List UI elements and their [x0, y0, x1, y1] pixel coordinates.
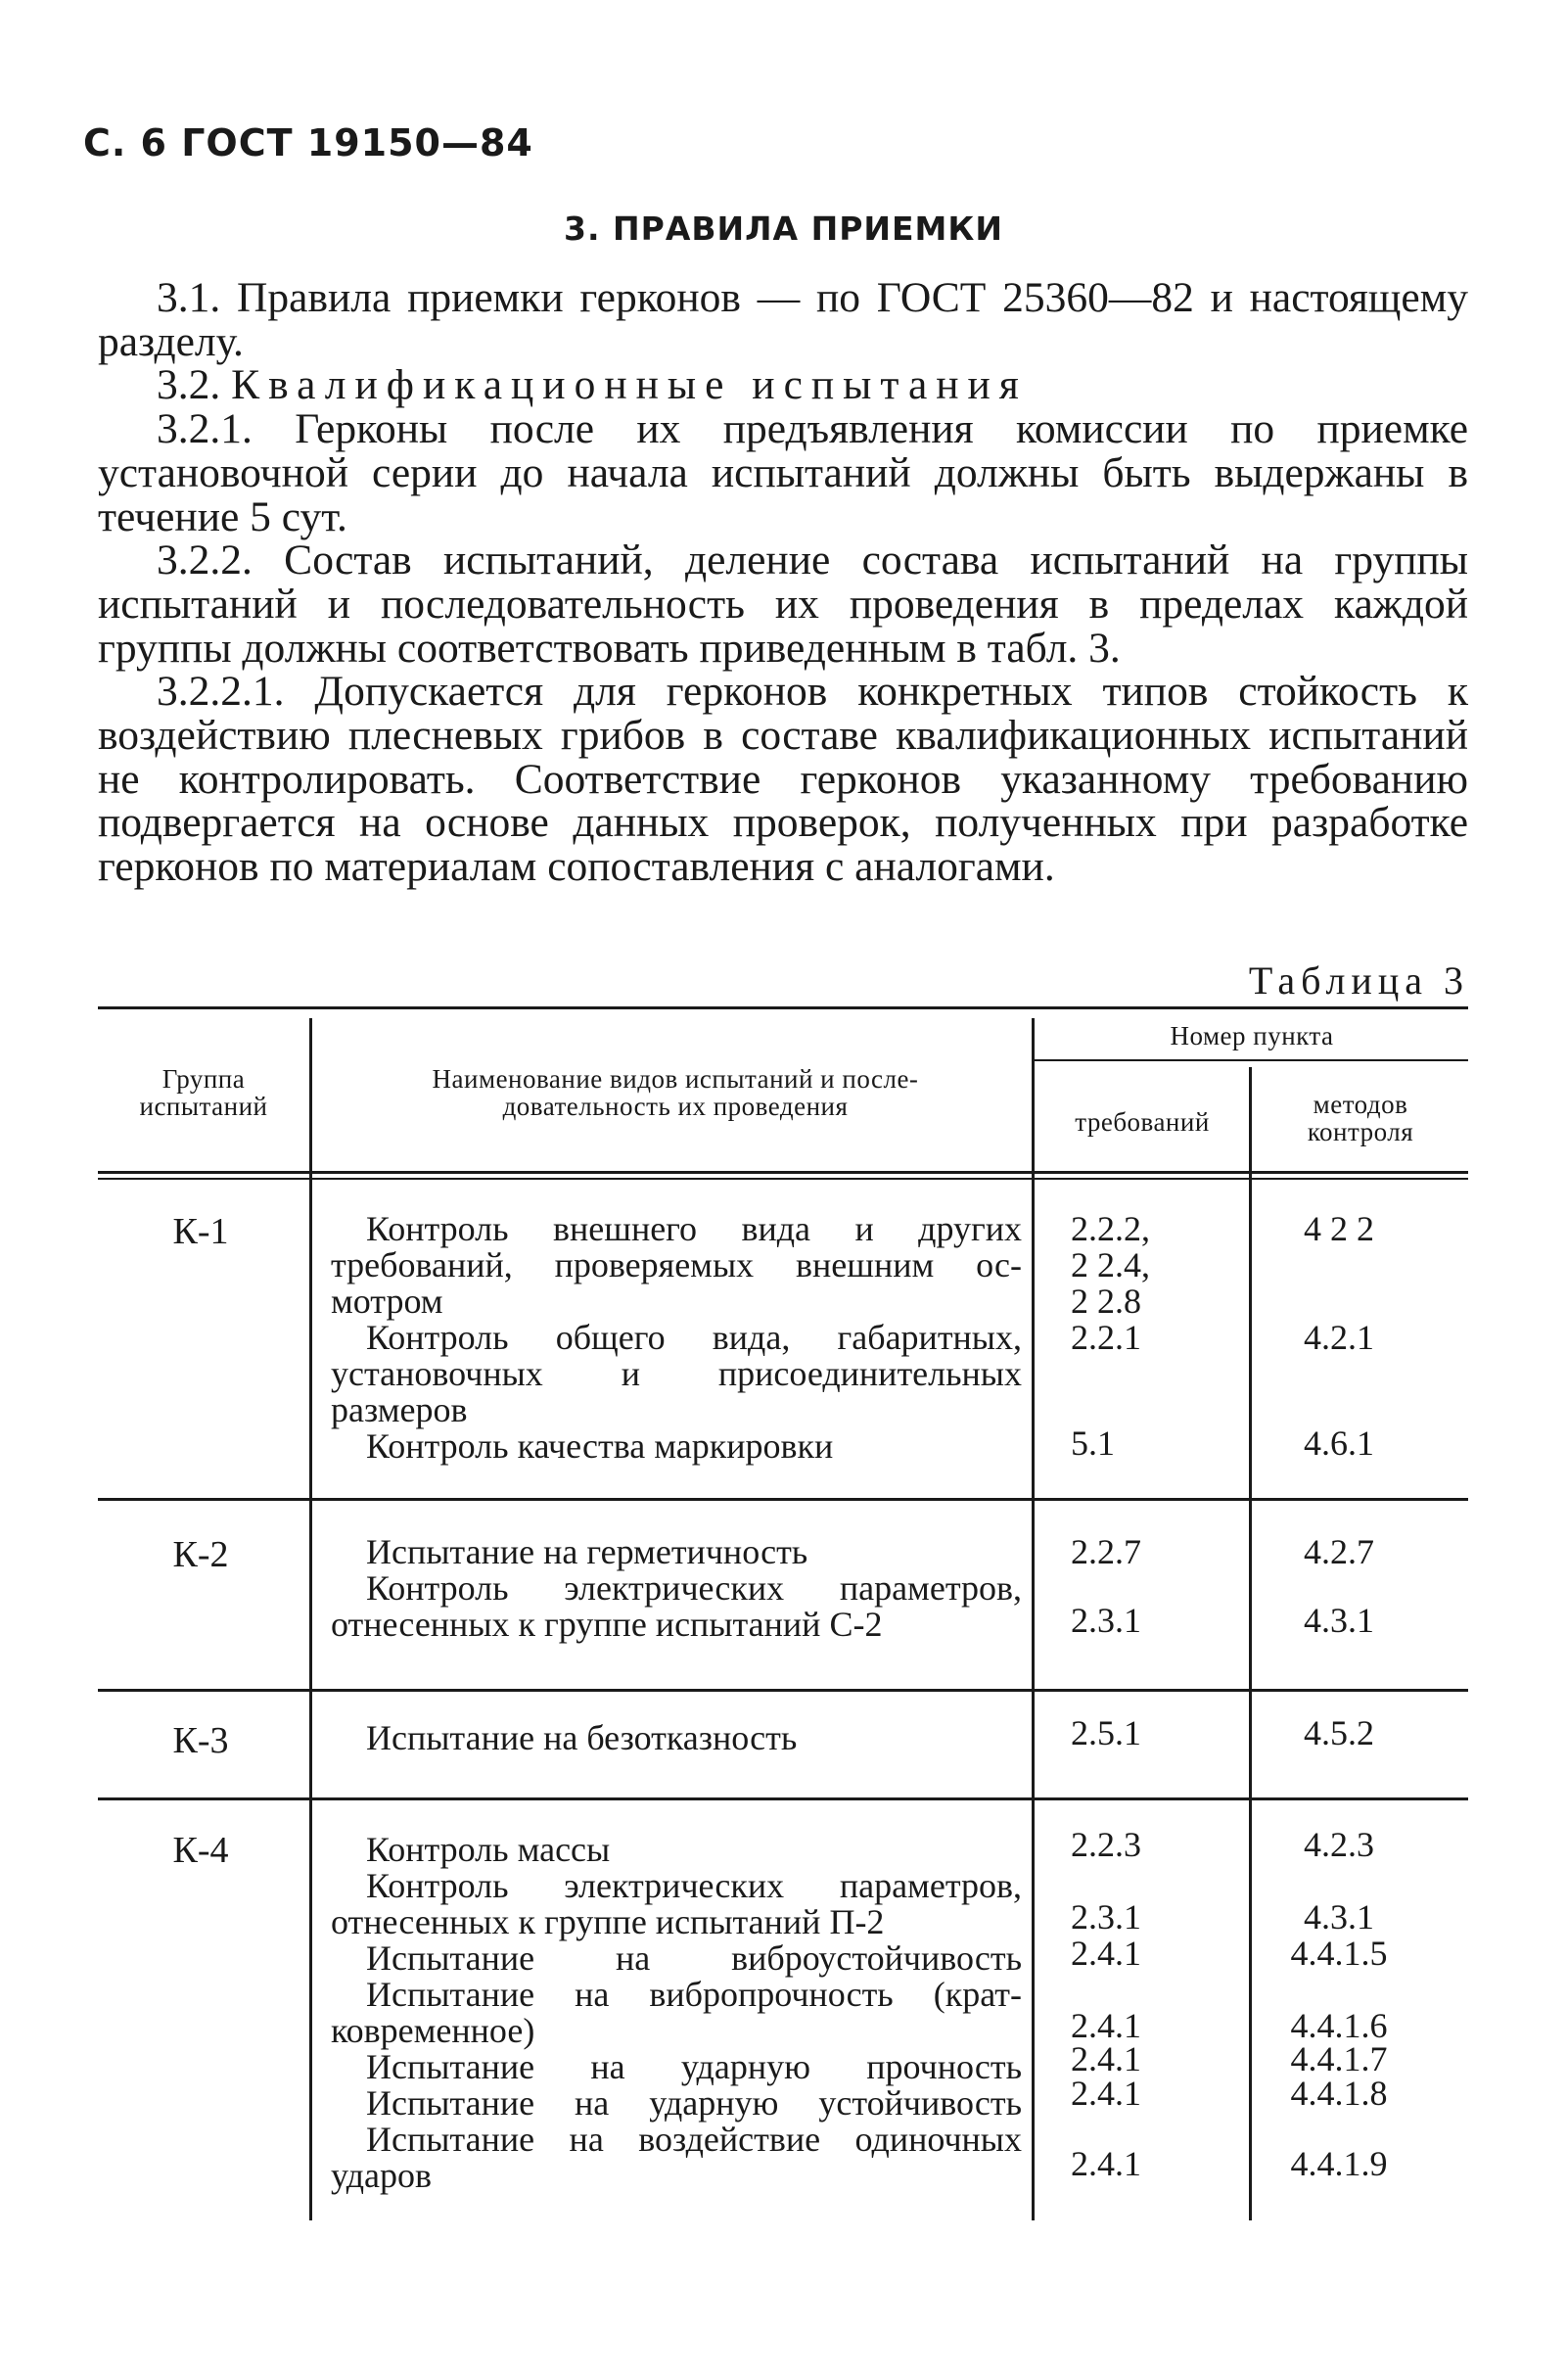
tests-k4 [331, 1832, 1022, 2194]
req-value: 2.2.2, [1071, 1209, 1150, 1248]
tests-k1 [331, 1211, 1022, 1465]
test-line: Контроль массы [366, 1830, 611, 1869]
req-value: 2.4.1 [1071, 1934, 1141, 1973]
group-divider-k2 [98, 1689, 1468, 1692]
test-line: Испытание на виброустойчивость [366, 1938, 1022, 1978]
test-line: мотром [331, 1282, 443, 1321]
test-line: Испытание на безотказность [366, 1718, 798, 1757]
section-title: 3. ПРАВИЛА ПРИЕМКИ [564, 210, 1003, 248]
req-value: 2.4.1 [1071, 2006, 1141, 2045]
group-divider-k3 [98, 1797, 1468, 1800]
test-line: Контроль электрических параметров, [366, 1866, 1022, 1905]
paragraph-3-1: 3.1. Правила приемки герконов — по ГОСТ 25360—82 и настоящему разделу. [98, 274, 1468, 365]
ctl-value: 4.3.1 [1304, 1601, 1374, 1640]
tests-k2 [331, 1534, 1022, 1643]
req-value: 2.3.1 [1071, 1897, 1141, 1937]
test-line: размеров [331, 1390, 468, 1429]
tests-k3 [331, 1720, 1022, 1756]
paragraph-3-2-number: 3.2. [157, 361, 221, 409]
ctl-value: 4.4.1.5 [1290, 1934, 1388, 1973]
test-line: Контроль электрических параметров, [366, 1568, 1022, 1608]
body-text [98, 276, 1468, 889]
table-top-rule [98, 1006, 1468, 1009]
test-line: ковременное) [331, 2011, 535, 2050]
header-group: Группа испытаний [139, 1064, 268, 1121]
req-value: 5.1 [1071, 1423, 1115, 1463]
column-divider-1b [309, 1185, 312, 2220]
column-divider-3 [1249, 1067, 1252, 2220]
req-value: 2.5.1 [1071, 1713, 1141, 1752]
ctl-value: 4.4.1.7 [1290, 2039, 1388, 2078]
ctl-value: 4.5.2 [1304, 1713, 1374, 1752]
column-divider-2 [1032, 1018, 1035, 2220]
group-k2: К-2 [172, 1534, 229, 1575]
test-line: установочных и присоединительных [331, 1354, 1022, 1393]
header-bottom-rule-1 [98, 1171, 1468, 1174]
req-value: 2.4.1 [1071, 2144, 1141, 2183]
test-line: Контроль общего вида, габаритных, [366, 1318, 1022, 1357]
ctl-value: 4.4.1.9 [1290, 2144, 1388, 2183]
header-number: Номер пункта [1170, 1021, 1334, 1050]
req-value: 2.2.1 [1071, 1318, 1141, 1357]
req-value: 2.3.1 [1071, 1601, 1141, 1640]
table-caption: Таблица 3 [1248, 958, 1469, 1003]
test-line: Испытание на воздействие одиночных [366, 2120, 1022, 2159]
test-line: ударов [331, 2156, 433, 2195]
test-line: Контроль качества маркировки [366, 1426, 834, 1466]
paragraph-3-2-title: Квалификационные испытания [231, 361, 1028, 409]
ctl-value: 4.4.1.8 [1290, 2074, 1388, 2113]
header-bottom-rule-2 [98, 1178, 1468, 1180]
test-line: Испытание на герметичность [366, 1532, 808, 1571]
paragraph-3-2-2-1: 3.2.2.1. Допускается для герконов конкретных типов стойкость к воздействию плесневых грибов в составе квалификационных испытаний не контролировать. Соответствие герконов указанному требованию подвергается на основе данных проверок, полученных при разработке герконов по материалам сопоставления с аналогами. [98, 668, 1468, 891]
ctl-value: 4.4.1.6 [1290, 2006, 1388, 2045]
ctl-value: 4.6.1 [1304, 1423, 1374, 1463]
test-line: отнесенных к группе испытаний П-2 [331, 1902, 885, 1941]
group-k1: К-1 [172, 1211, 229, 1252]
req-value: 2.2.7 [1071, 1532, 1141, 1571]
header-control: методов контроля [1307, 1090, 1414, 1146]
header-name: Наименование видов испытаний и после- довательность их проведения [432, 1064, 919, 1121]
ctl-value: 4 2 2 [1304, 1209, 1374, 1248]
test-line: Испытание на ударную устойчивость [366, 2083, 1022, 2123]
req-value: 2 2.4, [1071, 1245, 1150, 1284]
paragraph-3-2-2: 3.2.2. Состав испытаний, деление состава испытаний на группы испытаний и последовательность их проведения в пределах каждой группы должны соответствовать приведенным в табл. 3. [98, 537, 1468, 672]
test-line: требований, проверяемых внешним ос- [331, 1245, 1022, 1284]
ctl-value: 4.2.1 [1304, 1318, 1374, 1357]
group-k4: К-4 [172, 1830, 229, 1871]
req-value: 2 2.8 [1071, 1282, 1141, 1321]
group-k3: К-3 [172, 1720, 229, 1761]
header-subdivider [1032, 1059, 1468, 1061]
group-divider-k1 [98, 1498, 1468, 1501]
header-requirements: требований [1075, 1107, 1210, 1137]
ctl-value: 4.2.7 [1304, 1532, 1374, 1571]
req-value: 2.4.1 [1071, 2074, 1141, 2113]
test-line: отнесенных к группе испытаний С-2 [331, 1605, 883, 1644]
paragraph-3-2-1: 3.2.1. Герконы после их предъявления комиссии по приемке установочной серии до начала испытаний должны быть выдержаны в течение 5 сут. [98, 405, 1468, 540]
test-line: Контроль внешнего вида и других [366, 1209, 1022, 1248]
req-value: 2.4.1 [1071, 2039, 1141, 2078]
page-header: С. 6 ГОСТ 19150—84 [83, 121, 533, 164]
test-line: Испытание на ударную прочность [366, 2047, 1022, 2086]
req-value: 2.2.3 [1071, 1825, 1141, 1864]
ctl-value: 4.2.3 [1304, 1825, 1374, 1864]
test-line: Испытание на вибропрочность (крат- [366, 1975, 1022, 2014]
paragraph-3-2 [98, 363, 1468, 407]
ctl-value: 4.3.1 [1304, 1897, 1374, 1937]
